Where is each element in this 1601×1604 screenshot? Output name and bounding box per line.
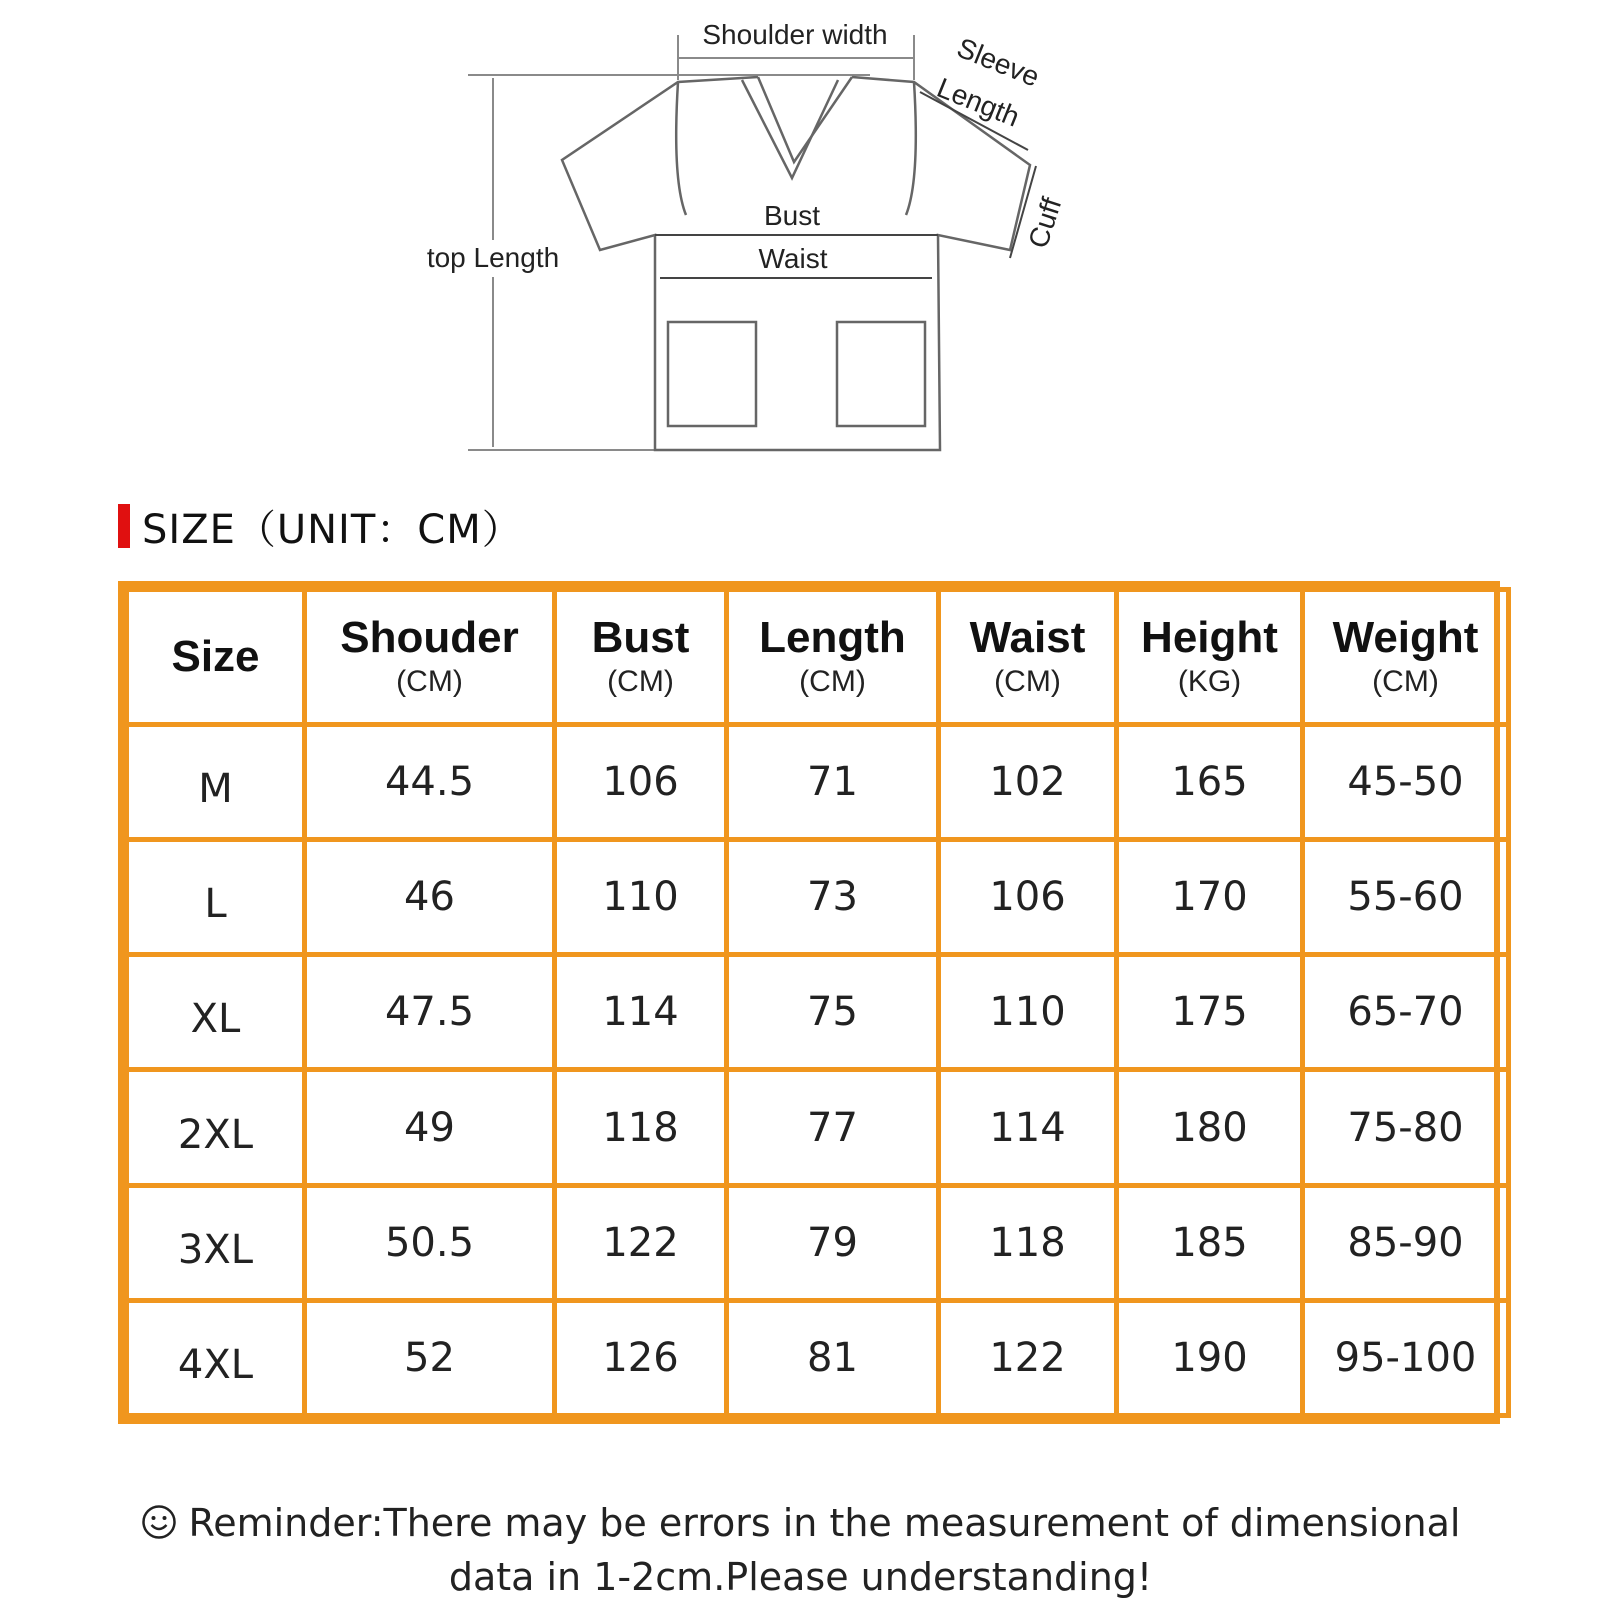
cell-waist: 110 [939, 955, 1117, 1070]
v-neck-inner [742, 80, 838, 178]
header-height: Height (KG) [1117, 590, 1303, 725]
cell-size: M [127, 725, 305, 840]
cell-size: 2XL [127, 1070, 305, 1185]
size-table [118, 581, 1500, 1424]
cell-shoulder: 46 [305, 840, 555, 955]
cell-bust: 118 [555, 1070, 727, 1185]
cell-waist: 118 [939, 1185, 1117, 1300]
cell-bust: 110 [555, 840, 727, 955]
table-header-row [127, 590, 1509, 725]
cell-shoulder: 44.5 [305, 725, 555, 840]
bust-label: Bust [763, 200, 821, 231]
cell-waist: 102 [939, 725, 1117, 840]
cell-length: 73 [727, 840, 939, 955]
cell-length: 81 [727, 1300, 939, 1415]
reminder-line-1: Reminder:There may be errors in the measurement of dimensional [188, 1501, 1461, 1545]
cell-height: 165 [1117, 725, 1303, 840]
right-pocket [837, 322, 925, 426]
header-waist: Waist (CM) [939, 590, 1117, 725]
cell-length: 77 [727, 1070, 939, 1185]
cell-size: XL [127, 955, 305, 1070]
smiley-icon [141, 1504, 177, 1540]
cell-weight: 55-60 [1303, 840, 1509, 955]
left-pocket [668, 322, 756, 426]
cell-height: 175 [1117, 955, 1303, 1070]
table-row [127, 1185, 1509, 1300]
reminder-note [0, 1496, 1601, 1604]
cell-waist: 114 [939, 1070, 1117, 1185]
waist-label: Waist [758, 243, 828, 274]
table-row [127, 725, 1509, 840]
cell-bust: 122 [555, 1185, 727, 1300]
cell-weight: 75-80 [1303, 1070, 1509, 1185]
heading-text: SIZE（UNIT：CM） [142, 506, 523, 553]
cell-height: 185 [1117, 1185, 1303, 1300]
cell-weight: 45-50 [1303, 725, 1509, 840]
top-length-label: top Length [426, 242, 560, 273]
shoulder-width-label: Shoulder width [702, 19, 888, 50]
header-length: Length (CM) [727, 590, 939, 725]
cell-shoulder: 52 [305, 1300, 555, 1415]
cell-height: 170 [1117, 840, 1303, 955]
header-bust: Bust (CM) [555, 590, 727, 725]
cell-weight: 85-90 [1303, 1185, 1509, 1300]
cell-bust: 126 [555, 1300, 727, 1415]
table-row [127, 955, 1509, 1070]
cell-bust: 114 [555, 955, 727, 1070]
length-label: Length [932, 71, 1024, 133]
garment-measurement-diagram [0, 0, 1601, 470]
cell-weight: 65-70 [1303, 955, 1509, 1070]
header-weight: Weight (CM) [1303, 590, 1509, 725]
size-section-heading [118, 503, 523, 553]
cell-shoulder: 49 [305, 1070, 555, 1185]
reminder-line-2: data in 1-2cm.Please understanding! [448, 1555, 1153, 1599]
cell-shoulder: 50.5 [305, 1185, 555, 1300]
left-armhole [676, 82, 686, 215]
cell-waist: 106 [939, 840, 1117, 955]
sleeve-label: Sleeve [952, 31, 1044, 93]
cell-height: 180 [1117, 1070, 1303, 1185]
cell-height: 190 [1117, 1300, 1303, 1415]
cell-size: L [127, 840, 305, 955]
heading-accent-bar [118, 504, 130, 548]
table-row [127, 1070, 1509, 1185]
cell-weight: 95-100 [1303, 1300, 1509, 1415]
right-armhole [906, 82, 916, 215]
cell-length: 75 [727, 955, 939, 1070]
cell-length: 79 [727, 1185, 939, 1300]
cell-bust: 106 [555, 725, 727, 840]
header-shoulder: Shouder (CM) [305, 590, 555, 725]
cell-size: 4XL [127, 1300, 305, 1415]
cell-shoulder: 47.5 [305, 955, 555, 1070]
cell-length: 71 [727, 725, 939, 840]
table-row [127, 840, 1509, 955]
cell-waist: 122 [939, 1300, 1117, 1415]
table-row [127, 1300, 1509, 1415]
header-size: Size [127, 590, 305, 725]
cuff-label: Cuff [1022, 193, 1068, 252]
cell-size: 3XL [127, 1185, 305, 1300]
